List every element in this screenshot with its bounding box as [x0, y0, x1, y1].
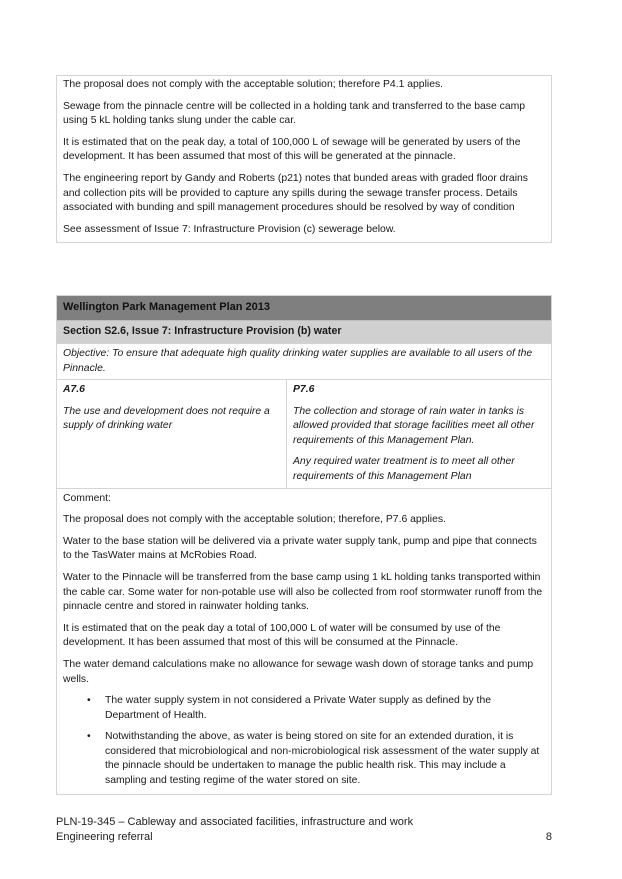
bullet-icon: • [87, 731, 91, 743]
comment-label: Comment: [63, 492, 111, 504]
assessment-paragraph: Sewage from the pinnacle centre will be collected in a holding tank and transferred to the base camp using 5 kL holding tanks slung under the cable car. [63, 100, 526, 127]
performance-criteria-text: The collection and storage of rain water in tanks is allowed provided that storage facilities meet all other requirements of this Management Plan. [293, 405, 535, 446]
comment-paragraph: Water to the Pinnacle will be transferred from the base camp using 1 kL holding tanks transported within the cable car. Some water for non-potable use will also be collected from roof stormwater runoff from the pinnacle centre and stored in rainwater holding tanks. [63, 571, 543, 613]
comment-bullet-list [63, 694, 545, 789]
footer-row [56, 830, 552, 845]
list-item [63, 730, 545, 788]
assessment-paragraph: The proposal does not comply with the acceptable solution; therefore P4.1 applies. [63, 79, 444, 90]
bullet-icon: • [87, 695, 91, 707]
comment-paragraph: Water to the base station will be delivered via a private water supply tank, pump and pipe that connects to the TasWater mains at McRobies Road. [63, 535, 537, 562]
objective-text: Objective: To ensure that adequate high quality drinking water supplies are available to all users of the Pinnacle. [57, 343, 551, 379]
section-heading: Section S2.6, Issue 7: Infrastructure Provision (b) water [57, 320, 551, 343]
management-plan-table [56, 295, 552, 795]
comment-paragraph: It is estimated that on the peak day a total of 100,000 L of water will be consumed by use of the development. It has been assumed that most of this will be consumed at the Pinnacle. [63, 622, 501, 649]
bullet-text: Notwithstanding the above, as water is being stored on site for an extended duration, it is considered that microbiological and non-microbiological risk assessment of the water supply at the pinnacle should be undertaken to manage the public health risk. This may include a sampling and testing regime of the water stored on site. [105, 731, 540, 787]
comment-paragraph: The proposal does not comply with the acceptable solution; therefore, P7.6 applies. [63, 514, 446, 526]
table-title: Wellington Park Management Plan 2013 [57, 296, 551, 320]
list-item [63, 694, 545, 723]
acceptable-solution-cell [57, 380, 287, 488]
footer-document-title: PLN-19-345 – Cableway and associated facilities, infrastructure and work [56, 816, 414, 828]
bullet-text: The water supply system in not considered a Private Water supply as defined by the Department of Health. [105, 695, 491, 721]
assessment-paragraph: It is estimated that on the peak day, a total of 100,000 L of sewage will be generated by users of the development. It has been assumed that most of this will be generated at the pinnacle. [63, 136, 521, 163]
footer-subtitle: Engineering referral [56, 831, 153, 843]
acceptable-solution-code: A7.6 [63, 384, 85, 395]
performance-criteria-cell [287, 380, 551, 488]
assessment-paragraph: The engineering report by Gandy and Roberts (p21) notes that bunded areas with graded floor drains and collection pits will be provided to capture any spills during the sewage transfer process. Details associated with bunding and spill management procedures should be resolved by way of condition [63, 172, 528, 214]
acceptable-solution-text: The use and development does not require a supply of drinking water [63, 405, 270, 432]
performance-criteria-code: P7.6 [293, 384, 315, 395]
performance-criteria-text: Any required water treatment is to meet all other requirements of this Management Plan [293, 456, 515, 482]
sewerage-assessment-box [56, 75, 552, 243]
solutions-row [57, 379, 551, 488]
comment-paragraph: The water demand calculations make no allowance for sewage wash down of storage tanks and pump wells. [63, 658, 534, 685]
comment-cell [57, 488, 551, 794]
page-number: 8 [545, 831, 552, 843]
assessment-paragraph: See assessment of Issue 7: Infrastructure Provision (c) sewerage below. [63, 223, 396, 235]
